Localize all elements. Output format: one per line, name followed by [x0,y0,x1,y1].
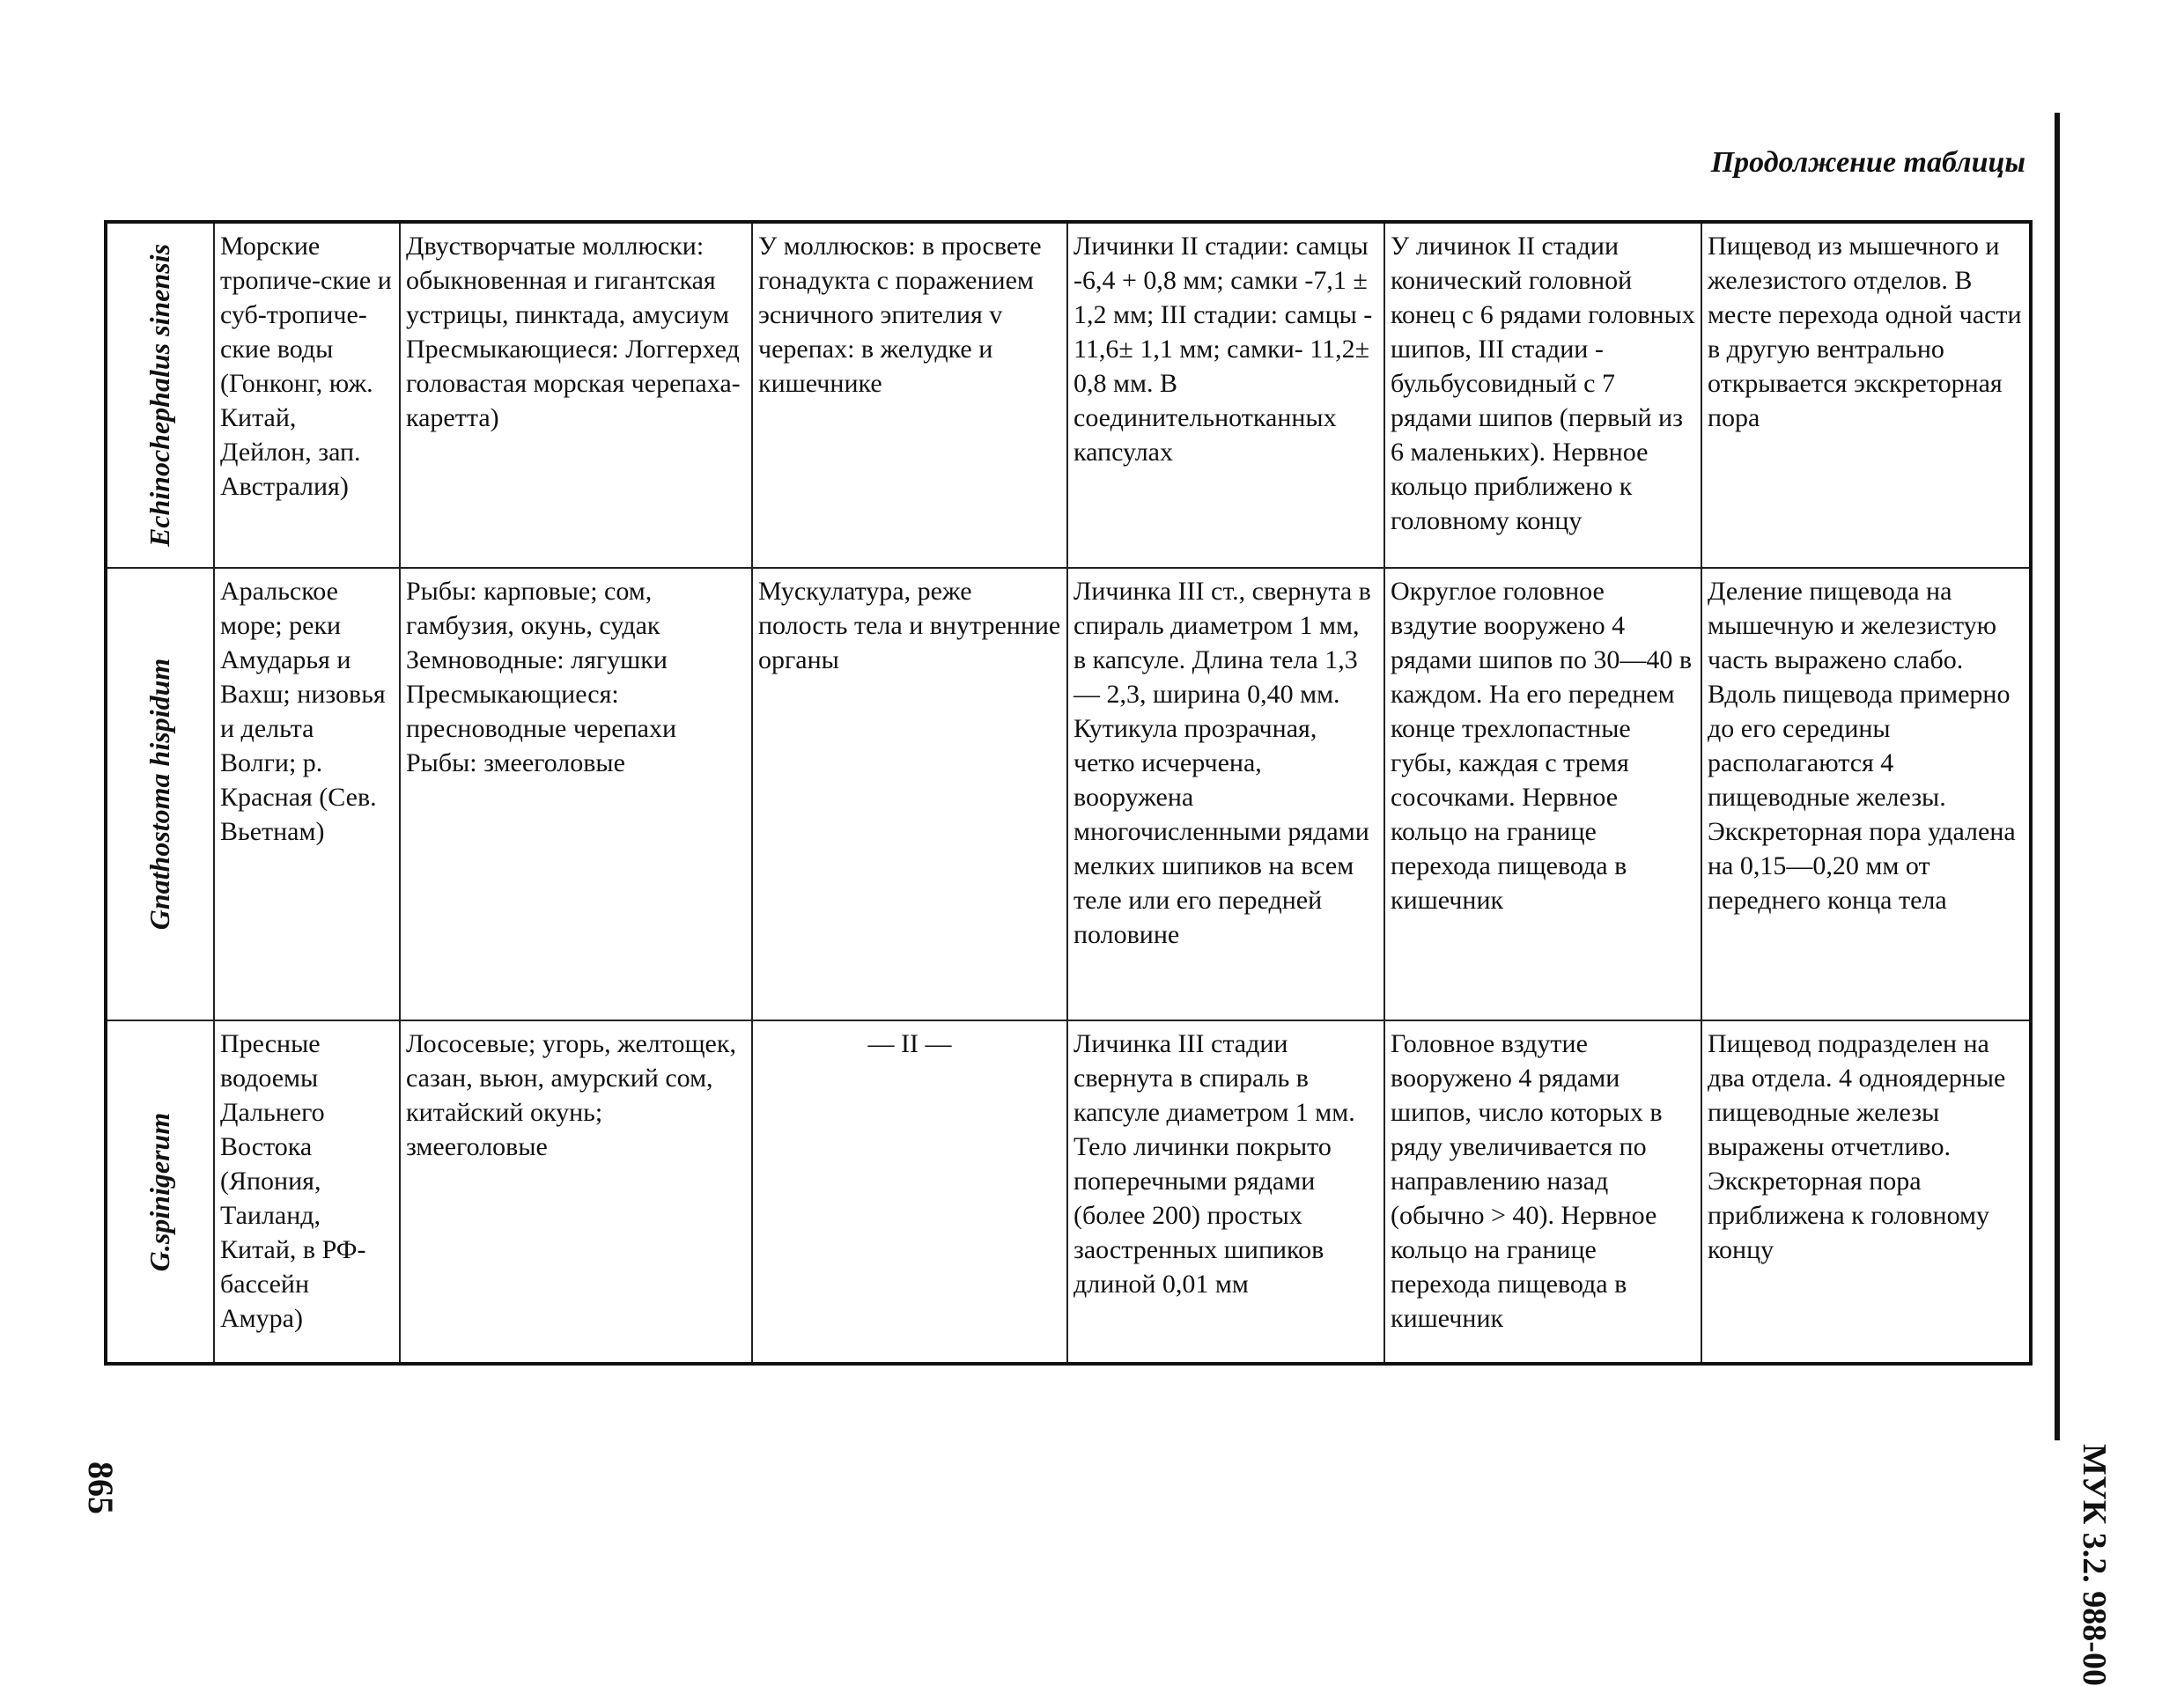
habitat-cell: Аральское море; реки Амударья и Вахш; низовья и дельта Волги; р. Красная (Сев. Вьетнам) [214,568,400,1020]
hosts-cell: Лососевые; угорь, желтощек, сазан, вьюн, амурский сом, китайский окунь; змееголовые [400,1020,752,1364]
habitat-cell: Пресные водоемы Дальнего Востока (Япония, Таиланд, Китай, в РФ-бассейн Амура) [214,1020,400,1364]
document-code: МУК 3.2. 988-00 [2076,1444,2113,1686]
localization-cell: Мускулатура, реже полость тела и внутренние органы [752,568,1067,1020]
habitat-cell: Морские тропиче-ские и суб-тропиче-ские воды (Гонконг, юж. Китай, Дейлон, зап. Австралия) [214,222,400,568]
table-row [106,222,2031,568]
table-row [106,1020,2031,1364]
head-cell: Округлое головное вздутие вооружено 4 рядами шипов по 30—40 в каждом. На его переднем конце трехлопастные губы, каждая с тремя сосочками. Нервное кольцо на границе перехода пищевода в кишечник [1384,568,1701,1020]
species-name: Echinochephalus sinensis [144,243,176,548]
larva-cell: Личинки II стадии: самцы -6,4 + 0,8 мм; самки -7,1 ± 1,2 мм; III стадии: самцы - 11,6± 1,1 мм; самки- 11,2± 0,8 мм. В соединительнотканных капсулах [1067,222,1384,568]
localization-cell: У моллюсков: в просвете гонадукта с поражением эсничного эпителия v черепах: в желудке и кишечнике [752,222,1067,568]
esophagus-cell: Пищевод из мышечного и железистого отделов. В месте перехода одной части в другую вентрально открывается экскреторная пора [1701,222,2031,568]
species-cell [106,568,214,1020]
esophagus-cell: Пищевод подразделен на два отдела. 4 одноядерные пищеводные железы выражены отчетливо. Экскреторная пора приближена к головному концу [1701,1020,2031,1364]
hosts-cell: Двустворчатые моллюски: обыкновенная и гигантская устрицы, пинктада, амусиум Пресмыкающиеся: Логгерхед головастая морская черепаха-каретта) [400,222,752,568]
parasite-table [104,220,2033,1366]
esophagus-cell: Деление пищевода на мышечную и железистую часть выражено слабо. Вдоль пищевода примерно до его середины располагаются 4 пищеводные железы. Экскреторная пора удалена на 0,15—0,20 мм от переднего конца тела [1701,568,2031,1020]
margin-rule [2055,113,2060,1440]
species-name: G.spinigerum [144,1112,176,1271]
head-cell: Головное вздутие вооружено 4 рядами шипов, число которых в ряду увеличивается по направлению назад (обычно > 40). Нервное кольцо на границе перехода пищевода в кишечник [1384,1020,1701,1364]
table-caption: Продолжение таблицы [1710,146,2025,179]
species-cell [106,222,214,568]
head-cell: У личинок II стадии конический головной конец с 6 рядами головных шипов, III стадии - бульбусовидный с 7 рядами шипов (первый из 6 маленьких). Нервное кольцо приближено к головному концу [1384,222,1701,568]
larva-cell: Личинка III ст., свернута в спираль диаметром 1 мм, в капсуле. Длина тела 1,3 — 2,3, ширина 0,40 мм. Кутикула прозрачная, четко исчерчена, вооружена многочисленными рядами мелких шипиков на всем теле или его передней половине [1067,568,1384,1020]
page-number: 865 [81,1461,121,1514]
table-row [106,568,2031,1020]
larva-cell: Личинка III стадии свернута в спираль в капсуле диаметром 1 мм. Тело личинки покрыто поперечными рядами (более 200) простых заостренных шипиков длиной 0,01 мм [1067,1020,1384,1364]
species-name: Gnathostoma hispidum [144,658,176,931]
species-cell [106,1020,214,1364]
hosts-cell: Рыбы: карповые; сом, гамбузия, окунь, судак Земноводные: лягушки Пресмыкающиеся: пресноводные черепахи Рыбы: змееголовые [400,568,752,1020]
localization-cell: — II — [752,1020,1067,1364]
